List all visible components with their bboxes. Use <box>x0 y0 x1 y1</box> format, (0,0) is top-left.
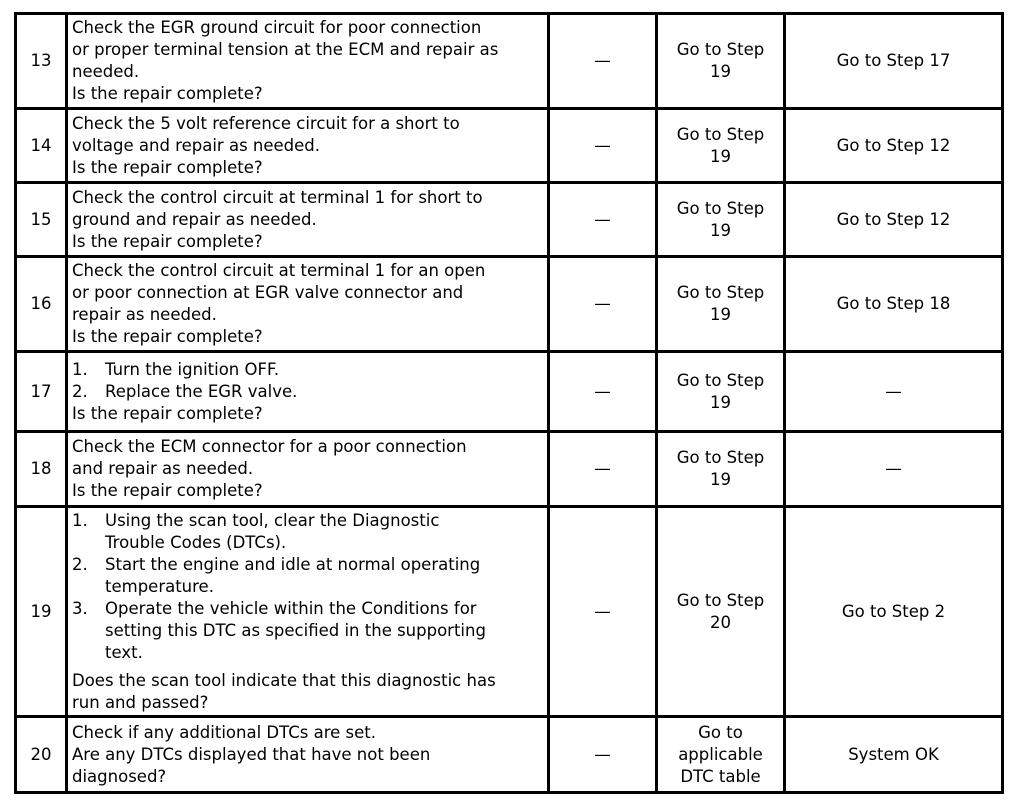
text-line: ground and repair as needed. <box>72 209 317 229</box>
list-item <box>72 598 543 664</box>
text-line: text. <box>105 642 143 662</box>
yes-cell <box>657 183 785 257</box>
text-line: Is the repair complete? <box>72 157 263 177</box>
text-line: Go to Step <box>676 370 765 390</box>
action-cell <box>67 717 549 793</box>
action-cell <box>67 14 549 109</box>
text-line: applicable <box>678 744 763 764</box>
no-cell <box>785 109 1003 183</box>
text-line: Operate the vehicle within the Conditions for <box>105 598 477 618</box>
text-line: Check the ECM connector for a poor connection <box>72 437 467 456</box>
action-cell <box>67 352 549 432</box>
text-line: or poor connection at EGR valve connector and <box>72 283 464 302</box>
text-line: 19 <box>710 392 731 412</box>
text-line: Is the repair complete? <box>72 481 263 500</box>
text-line: Check the control circuit at terminal 1 for short to <box>72 187 483 207</box>
list-item <box>72 554 543 598</box>
no-cell <box>785 507 1003 717</box>
value-cell: — <box>549 14 657 109</box>
list-text <box>105 554 543 598</box>
text-line: Are any DTCs displayed that have not been <box>72 744 431 764</box>
diagnostic-table <box>14 12 1004 794</box>
text-line: Go to Step 12 <box>836 209 951 229</box>
list-number: 1. <box>72 359 88 379</box>
action-cell <box>67 257 549 352</box>
yes-cell <box>657 717 785 793</box>
text-line: Go to Step <box>676 448 765 467</box>
text-line: run and passed? <box>72 692 209 712</box>
text-line: voltage and repair as needed. <box>72 135 321 155</box>
action-cell <box>67 432 549 507</box>
action-cell <box>67 507 549 717</box>
no-cell <box>785 352 1003 432</box>
text-line: Go to Step 18 <box>836 294 951 313</box>
no-cell <box>785 183 1003 257</box>
text-line: Is the repair complete? <box>72 403 263 423</box>
list-item <box>72 359 543 381</box>
no-cell <box>785 14 1003 109</box>
step-number-cell: 17 <box>16 352 67 432</box>
text-line: Go to Step 12 <box>836 135 951 155</box>
text-line: Start the engine and idle at normal operating <box>105 554 481 574</box>
text-line: Go to Step 2 <box>841 601 946 621</box>
table-row <box>16 352 1003 432</box>
text-line: System OK <box>848 744 939 764</box>
text-line: Is the repair complete? <box>72 84 263 103</box>
table-row <box>16 109 1003 183</box>
text-line: or proper terminal tension at the ECM and repair as <box>72 40 499 59</box>
text-line: Go to Step <box>676 40 765 59</box>
text-line: needed. <box>72 62 140 81</box>
text-line: Check the EGR ground circuit for poor connection <box>72 18 482 37</box>
text-line: repair as needed. <box>72 305 217 324</box>
table-row <box>16 717 1003 793</box>
action-cell <box>67 183 549 257</box>
text-line: Does the scan tool indicate that this diagnostic has <box>72 670 496 690</box>
list-text <box>105 359 543 381</box>
no-cell <box>785 257 1003 352</box>
table-row <box>16 257 1003 352</box>
table-row <box>16 14 1003 109</box>
no-cell <box>785 432 1003 507</box>
table-row <box>16 507 1003 717</box>
step-number-cell: 18 <box>16 432 67 507</box>
text-line: setting this DTC as specified in the supporting <box>105 620 486 640</box>
step-number-cell: 16 <box>16 257 67 352</box>
text-line: Check the 5 volt reference circuit for a short to <box>72 113 460 133</box>
text-line: Is the repair complete? <box>72 327 263 346</box>
list-number: 2. <box>72 554 88 574</box>
yes-cell <box>657 109 785 183</box>
action-cell <box>67 109 549 183</box>
step-number-cell: 19 <box>16 507 67 717</box>
value-cell: — <box>549 183 657 257</box>
yes-cell <box>657 432 785 507</box>
step-number-cell: 13 <box>16 14 67 109</box>
text-line: Using the scan tool, clear the Diagnostic <box>105 510 440 530</box>
value-cell: — <box>549 432 657 507</box>
text-line: Check if any additional DTCs are set. <box>72 722 376 742</box>
text-line: Check the control circuit at terminal 1 for an open <box>72 261 486 280</box>
step-number-cell: 14 <box>16 109 67 183</box>
text-line: Go to Step <box>676 198 765 218</box>
text-line: Trouble Codes (DTCs). <box>105 532 287 552</box>
text-line: Go to <box>698 722 743 742</box>
yes-cell <box>657 257 785 352</box>
text-line: 19 <box>710 220 731 240</box>
table-row <box>16 183 1003 257</box>
text-line: Go to Step 17 <box>836 51 951 70</box>
value-cell: — <box>549 717 657 793</box>
yes-cell <box>657 14 785 109</box>
text-line: Turn the ignition OFF. <box>105 359 280 379</box>
value-cell: — <box>549 257 657 352</box>
text-line: temperature. <box>105 576 214 596</box>
list-text <box>105 510 543 554</box>
yes-cell <box>657 352 785 432</box>
text-line: 19 <box>710 62 731 81</box>
text-line: DTC table <box>680 766 761 786</box>
text-line: Replace the EGR valve. <box>105 381 298 401</box>
list-number: 1. <box>72 510 88 530</box>
step-number-cell: 20 <box>16 717 67 793</box>
step-number-cell: 15 <box>16 183 67 257</box>
text-line: Go to Step <box>676 124 765 144</box>
list-item <box>72 510 543 554</box>
text-line: 20 <box>710 612 731 632</box>
yes-cell <box>657 507 785 717</box>
text-line: diagnosed? <box>72 766 167 786</box>
text-line: 19 <box>710 470 731 489</box>
text-line: and repair as needed. <box>72 459 254 478</box>
list-text <box>105 598 543 664</box>
value-cell: — <box>549 507 657 717</box>
text-line: Go to Step <box>676 283 765 302</box>
no-cell <box>785 717 1003 793</box>
value-cell: — <box>549 109 657 183</box>
list-number: 2. <box>72 381 88 401</box>
list-item <box>72 381 543 403</box>
text-line: 19 <box>710 146 731 166</box>
text-line: — <box>885 459 902 478</box>
table-body <box>16 14 1003 793</box>
text-line: — <box>885 381 902 401</box>
text-line: Go to Step <box>676 590 765 610</box>
text-line: Is the repair complete? <box>72 231 263 251</box>
list-number: 3. <box>72 598 88 618</box>
list-text <box>105 381 543 403</box>
table-row <box>16 432 1003 507</box>
value-cell: — <box>549 352 657 432</box>
text-line: 19 <box>710 305 731 324</box>
